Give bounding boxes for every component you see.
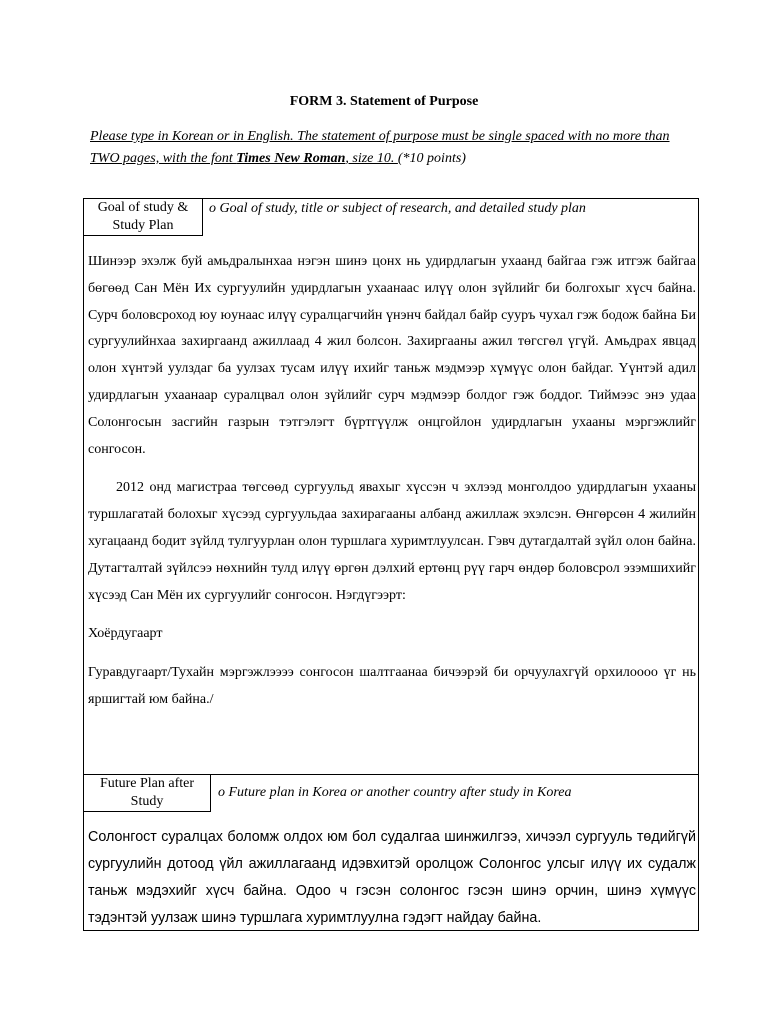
study-plan-prompt: o Goal of study, title or subject of research, and detailed study plan (209, 201, 586, 216)
future-plan-body: Солонгост суралцах боломж олдох юм бол судалгаа шинжилгээ, хичээл сургууль төдийгүй сургуулийн дотоод үйл ажиллагаанд идэвхитэй оролцож Солонгос улсыг илүү их судалж таньж мэдэхийг хүсч байна. Одоо ч гэсэн солонгос гэсэн шинэ орчин, шинэ хүмүүс тэдэнтэй уулзаж шинэ туршлага хуримтлуулна гэдэгт найдау байна. (88, 829, 696, 926)
study-plan-paragraph: 2012 онд магистраа төгсөөд сургуульд явахыг хүссэн ч эхлээд монголдоо удирдлагын ухааны туршлагатай болохыг хүсээд сургуульдаа захирагааны албанд ажиллаж эхэлсэн. Өнгөрсөн 4 жилийн хугацаанд бодит зүйлд тулгуурлан олон туршлага хуримтлуулсан. Гэвч дутагдалтай зүйл олон байна. Дутагталтай зүйлсээ нөхнийн тулд илүү өргөн дэлхий ертөнц рүү гарч өндөр боловсрол эзэмшихийг хүсээд Сан Мён их сургуулийг сонгосон. Нэгдүгээрт: (88, 480, 696, 603)
form-instructions (90, 126, 670, 170)
page-title: FORM 3. Statement of Purpose (289, 94, 479, 109)
points-note: (*10 points) (397, 151, 466, 166)
study-plan-paragraph: Шинээр эхэлж буй амьдралынхаа нэгэн шинэ цонх нь удирдлагын ухаанд байгаа гэж итгэж байгаа бөгөөд Сан Мён Их сургуулийн удирдлагын ухаанаас илүү олон зүйлийг би болгохыг хүсч байна. Сурч боловсроход юу юунаас илүү суралцагчийн үнэнч байдал байр сууръ чухал гэж бодож байна Би сургуулийнхаа захиргаанд ажиллаад 4 жил болсон. Захиргааны ажил төгсгөл үгүй. Амьдрах явцад олон хүнтэй уулздаг ба уулзах тусам илүү ихийг таньж мэдмээр хүмүүс олон байдаг. Үүнтэй адил удирдлагын ухаанаар суралцвал олон зүйлийг сурч мэдмээр болдог гэж боддог. Тиймээс энэ удаа Солонгосын засгийн газрын тэтгэлэгт бүртгүүлж онцгойлон удирдлагын ухааны мэргэжлийг сонгосон. (88, 254, 696, 457)
study-plan-body (88, 249, 696, 726)
instructions-size: , size 10. (345, 151, 398, 166)
study-plan-paragraph: Гуравдугаарт/Тухайн мэргэжлээээ сонгосон шалтгаанаа бичээрэй би орчуулахгүй орхилоооо үг нь яршигтай юм байна./ (88, 665, 696, 707)
future-plan-label: Future Plan after Study (83, 774, 211, 812)
future-plan-section (83, 774, 699, 931)
future-plan-prompt: o Future plan in Korea or another country after study in Korea (218, 785, 572, 800)
font-name: Times New Roman (236, 151, 346, 166)
instructions-text: Please type in Korean or in English. The statement of purpose must be single spaced with no more than TWO pages, with the font (90, 129, 670, 166)
study-plan-label: Goal of study & Study Plan (83, 198, 203, 236)
study-plan-paragraph: Хоёрдугаарт (88, 626, 163, 642)
study-plan-section (83, 198, 699, 775)
